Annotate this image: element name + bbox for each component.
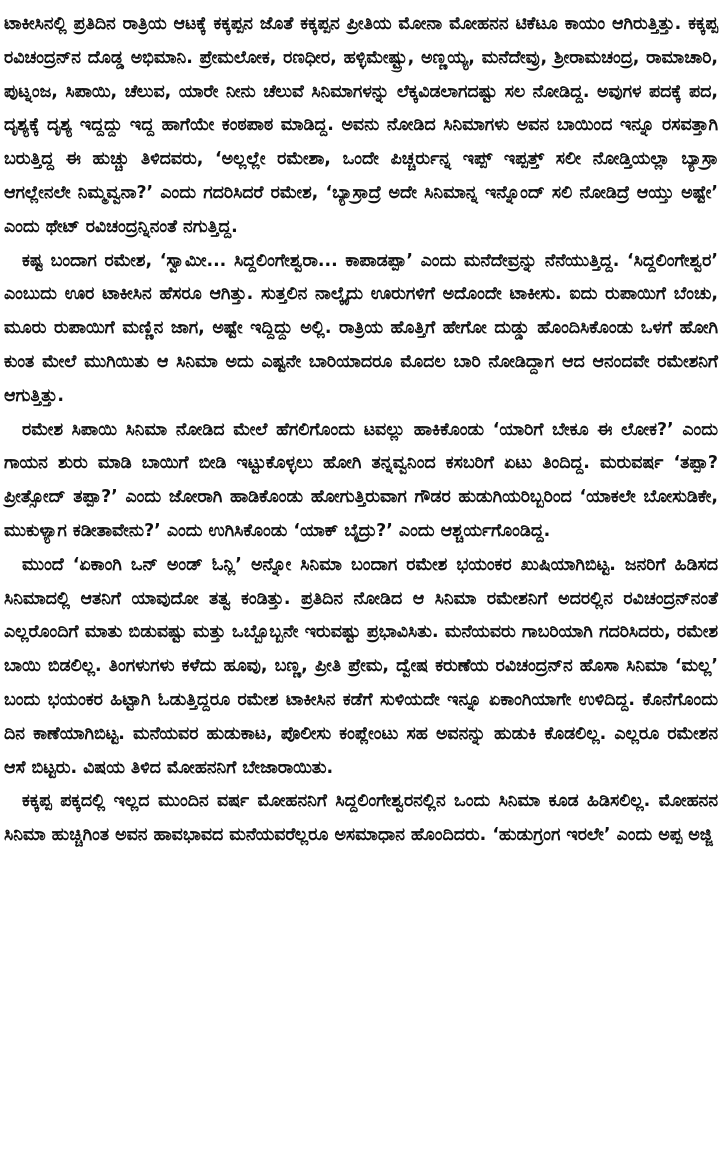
paragraph: ರಮೇಶ ಸಿಪಾಯಿ ಸಿನಿಮಾ ನೋಡಿದ ಮೇಲೆ ಹೆಗಲಿಗೊಂದು ಟವಲ್ಲು ಹಾಕಿಕೊಂಡು ‘ಯಾರಿಗೆ ಬೇಕೂ ಈ ಲೋಕ?’ ಎಂದು ಗಾಯನ ಶುರು ಮಾಡಿ ಬಾಯಿಗೆ ಬೀಡಿ ಇಟ್ಟುಕೊಳ್ಳಲು ಹೋಗಿ ತನ್ನವ್ವನಿಂದ ಕಸಬರಿಗೆ ಏಟು ತಿಂದಿದ್ದ. ಮರುವರ್ಷ ‘ತಪ್ಪಾ? ಪ್ರೀತ್ಸೋದ್ ತಪ್ಪಾ?’ ಎಂದು ಜೋರಾಗಿ ಹಾಡಿಕೊಂಡು ಹೋಗುತ್ತಿರುವಾಗ ಗೌಡರ ಹುಡುಗಿಯರಿಬ್ಬರಿಂದ ‘ಯಾಕಲೇ ಬೋಸುಡಿಕೇ, ಮುಕುಳ್ಯಾಗ ಕಡೀತಾವೇನು?’ ಎಂದು ಉಗಿಸಿಕೊಂಡು ‘ಯಾಕ್ ಬೈದ್ರು?’ ಎಂದು ಆಶ್ಚರ್ಯಗೊಂಡಿದ್ದ. [4,419,718,541]
paragraph: ಮುಂದೆ ‘ಏಕಾಂಗಿ ಒನ್ ಅಂಡ್ ಓನ್ಲಿ’ ಅನ್ನೋ ಸಿನಿಮಾ ಬಂದಾಗ ರಮೇಶ ಭಯಂಕರ ಖುಷಿಯಾಗಿಬಿಟ್ಟ. ಜನರಿಗೆ ಹಿಡಿಸದ ಸಿನಿಮಾದಲ್ಲಿ ಆತನಿಗೆ ಯಾವುದೋ ತತ್ವ ಕಂಡಿತ್ತು. ಪ್ರತಿದಿನ ನೋಡಿದ ಆ ಸಿನಿಮಾ ರಮೇಶನಿಗೆ ಅದರಲ್ಲಿನ ರವಿಚಂದ್ರನ್‌ನಂತೆ ಎಲ್ಲರೊಂದಿಗೆ ಮಾತು ಬಿಡುವಷ್ಟು ಮತ್ತು ಒಬ್ಬೊಬ್ಬನೇ ಇರುವಷ್ಟು ಪ್ರಭಾವಿಸಿತು. ಮನೆಯವರು ಗಾಬರಿಯಾಗಿ ಗದರಿಸಿದರು, ರಮೇಶ ಬಾಯಿ ಬಿಡಲಿಲ್ಲ. ತಿಂಗಳುಗಳು ಕಳೆದು ಹೂವು, ಬಣ್ಣ, ಪ್ರೀತಿ ಪ್ರೇಮ, ದ್ವೇಷ ಕರುಣೆಯ ರವಿಚಂದ್ರನ್‌ನ ಹೊಸಾ ಸಿನಿಮಾ ‘ಮಲ್ಲ’ ಬಂದು ಭಯಂಕರ ಹಿಟ್ಟಾಗಿ ಓಡುತ್ತಿದ್ದರೂ ರಮೇಶ ಟಾಕೀಸಿನ ಕಡೆಗೆ ಸುಳಿಯದೇ ಇನ್ನೂ ಏಕಾಂಗಿಯಾಗೇ ಉಳಿದಿದ್ದ. ಕೊನೆಗೊಂದು ದಿನ ಕಾಣೆಯಾಗಿಬಿಟ್ಟ. ಮನೆಯವರ ಹುಡುಕಾಟ, ಪೊಲೀಸು ಕಂಪ್ಲೇಂಟು ಸಹ ಅವನನ್ನು ಹುಡುಕಿ ಕೊಡಲಿಲ್ಲ. ಎಲ್ಲರೂ ರಮೇಶನ ಆಸೆ ಬಿಟ್ಟರು. ವಿಷಯ ತಿಳಿದ ಮೋಹನನಿಗೆ ಬೇಜಾರಾಯಿತು. [4,554,718,778]
paragraph: ಕಷ್ಟ ಬಂದಾಗ ರಮೇಶ, ‘ಸ್ವಾಮೀ... ಸಿದ್ದಲಿಂಗೇಶ್ವರಾ... ಕಾಪಾಡಪ್ಪಾ’ ಎಂದು ಮನೆದೇವ್ರನ್ನು ನೆನೆಯುತ್ತಿದ್ದ. ‘ಸಿದ್ದಲಿಂಗೇಶ್ವರ’ ಎಂಬುದು ಊರ ಟಾಕೀಸಿನ ಹೆಸರೂ ಆಗಿತ್ತು. ಸುತ್ತಲಿನ ನಾಲ್ಕೈದು ಊರುಗಳಿಗೆ ಅದೊಂದೇ ಟಾಕೀಸು. ಐದು ರುಪಾಯಿಗೆ ಬೆಂಚು, ಮೂರು ರುಪಾಯಿಗೆ ಮಣ್ಣಿನ ಜಾಗ, ಅಷ್ಟೇ ಇದ್ದಿದ್ದು ಅಲ್ಲಿ. ರಾತ್ರಿಯ ಹೊತ್ತಿಗೆ ಹೇಗೋ ದುಡ್ಡು ಹೊಂದಿಸಿಕೊಂಡು ಒಳಗೆ ಹೋಗಿ ಕುಂತ ಮೇಲೆ ಮುಗಿಯಿತು ಆ ಸಿನಿಮಾ ಅದು ಎಷ್ಟನೇ ಬಾರಿಯಾದರೂ ಮೊದಲ ಬಾರಿ ನೋಡಿದ್ದಾಗ ಆದ ಆನಂದವೇ ರಮೇಶನಿಗೆ ಆಗುತ್ತಿತ್ತು. [4,250,718,406]
paragraph: ಟಾಕೀಸಿನಲ್ಲಿ ಪ್ರತಿದಿನ ರಾತ್ರಿಯ ಆಟಕ್ಕೆ ಕಕ್ಕಪ್ಪನ ಜೊತೆ ಕಕ್ಕಪ್ಪನ ಪ್ರೀತಿಯ ಮೋನಾ ಮೋಹನನ ಟಿಕೆಟೂ ಕಾಯಂ ಆಗಿರುತ್ತಿತ್ತು. ಕಕ್ಕಪ್ಪ ರವಿಚಂದ್ರನ್‌ನ ದೊಡ್ಡ ಅಭಿಮಾನಿ. ಪ್ರೇಮಲೋಕ, ರಣಧೀರ, ಹಳ್ಳಿಮೇಷ್ಟ್ರು, ಅಣ್ಣಯ್ಯ, ಮನೆದೇವ್ರು, ಶ್ರೀರಾಮಚಂದ್ರ, ರಾಮಾಚಾರಿ, ಪುಟ್ನಂಜ, ಸಿಪಾಯಿ, ಚೆಲುವ, ಯಾರೇ ನೀನು ಚೆಲುವೆ ಸಿನಿಮಾಗಳನ್ನು ಲೆಕ್ಕವಿಡಲಾಗದಷ್ಟು ಸಲ ನೋಡಿದ್ದ. ಅವುಗಳ ಪದಕ್ಕೆ ಪದ, ದೃಶ್ಯಕ್ಕೆ ದೃಶ್ಯ ಇದ್ದದ್ದು ಇದ್ದ ಹಾಗೆಯೇ ಕಂಠಪಾಠ ಮಾಡಿದ್ದ. ಅವನು ನೋಡಿದ ಸಿನಿಮಾಗಳು ಅವನ ಬಾಯಿಂದ ಇನ್ನೂ ರಸವತ್ತಾಗಿ ಬರುತ್ತಿದ್ದ ಈ ಹುಚ್ಚು ತಿಳಿದವರು, ‘ಅಲ್ಲಲ್ಲೇ ರಮೇಶಾ, ಒಂದೇ ಪಿಚ್ಚರ್ರುನ್ನ ಇಪ್ಪ್ ಇಪ್ಪತ್ತ್ ಸಲೀ ನೋಡ್ತಿಯಲ್ಲಾ ಬ್ಯಾಸ್ರಾ ಆಗಲ್ಲೇನಲೇ ನಿಮ್ಮವ್ವನಾ?’ ಎಂದು ಗದರಿಸಿದರೆ ರಮೇಶ, ‘ಬ್ಯಾಸ್ರಾದ್ರೆ ಅದೇ ಸಿನಿಮಾನ್ನ ಇನ್ನೊಂದ್ ಸಲಿ ನೋಡಿದ್ರೆ ಆಯ್ತು ಅಷ್ಟೇ’ ಎಂದು ಥೇಟ್ ರವಿಚಂದ್ರನ್ನಿನಂತೆ ನಗುತ್ತಿದ್ದ. [4,14,718,237]
paragraph: ಕಕ್ಕಪ್ಪ ಪಕ್ಕದಲ್ಲಿ ಇಲ್ಲದ ಮುಂದಿನ ವರ್ಷ ಮೋಹನನಿಗೆ ಸಿದ್ದಲಿಂಗೇಶ್ವರನಲ್ಲಿನ ಒಂದು ಸಿನಿಮಾ ಕೂಡ ಹಿಡಿಸಲಿಲ್ಲ. ಮೋಹನನ ಸಿನಿಮಾ ಹುಚ್ಚಿಗಿಂತ ಅವನ ಹಾವಭಾವದ ಮನೆಯವರೆಲ್ಲರೂ ಅಸಮಾಧಾನ ಹೊಂದಿದರು. ‘ಹುಡುಗ್ರಂಗ ಇರಲೇ’ ಎಂದು ಅಪ್ಪ ಅಜ್ಜಿ [4,791,718,846]
